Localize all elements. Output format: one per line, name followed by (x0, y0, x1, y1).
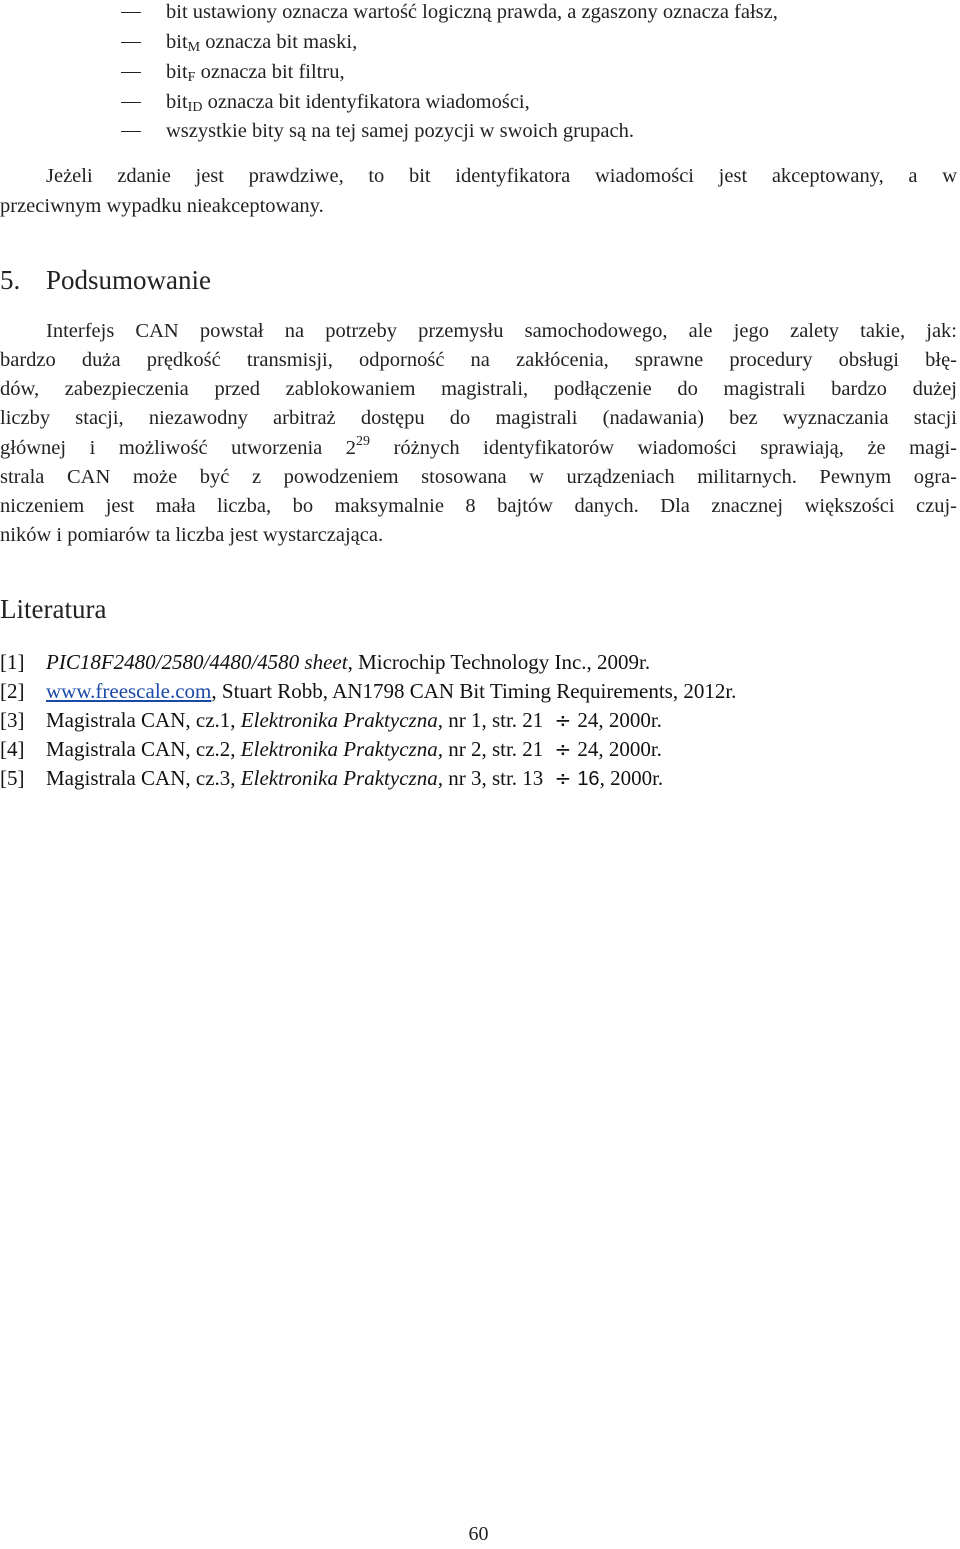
reference-link[interactable]: www.freescale.com (46, 679, 212, 703)
list-item-text: bit ustawiony oznacza wartość logiczną prawda, a zgaszony oznacza fałsz, (166, 1, 778, 23)
paragraph-line: bardzo duża prędkość transmisji, odporność na zakłócenia, sprawne procedury obsługi błę- (0, 349, 957, 371)
list-item-text: wszystkie bity są na tej samej pozycji w swoich grupach. (166, 120, 634, 142)
reference-text: www.freescale.com, Stuart Robb, AN1798 CAN Bit Timing Requirements, 2012r. (46, 679, 737, 703)
dash-bullet (121, 42, 141, 43)
conclusion-line-2: przeciwnym wypadku nieakceptowany. (0, 195, 324, 217)
list-item-text: bit$_F$ oznacza bit filtru, (166, 61, 345, 85)
paragraph-line: Interfejs CAN powstał na potrzeby przemysłu samochodowego, ale jego zalety takie, jak: (46, 320, 957, 342)
subscript: F (187, 70, 196, 85)
paragraph-line: strala CAN może być z powodzeniem stosowana w urządzeniach militarnych. Pewnym ogra- (0, 466, 957, 488)
dash-bullet (121, 72, 141, 73)
literature-heading: Literatura (0, 594, 107, 624)
list-item-text: bit$_{ID}$ oznacza bit identyfikatora wiadomości, (166, 91, 530, 115)
section-heading (0, 263, 211, 297)
division-sign: ÷ (554, 766, 572, 790)
dash-bullet (121, 131, 141, 132)
page-number: 60 (468, 1523, 489, 1545)
division-sign: ÷ (554, 708, 572, 732)
reference-text: Magistrala CAN, cz.1, Elektronika Praktyczna, nr 1, str. 21 ÷ 24, 2000r. (46, 708, 662, 732)
paragraph-line: dów, zabezpieczenia przed zablokowaniem magistrali, podłączenie do magistrali bardzo dużej (0, 378, 957, 400)
paragraph-line: głównej i możliwość utworzenia $2^{29}$ różnych identyfikatorów wiadomości sprawiają, że magi- (0, 434, 957, 459)
subscript: M (187, 40, 201, 55)
section-title: Podsumowanie (46, 265, 211, 295)
division-sign: ÷ (554, 737, 572, 761)
dash-bullet (121, 12, 141, 13)
reference-index: [3] (0, 708, 25, 732)
reference-index: [1] (0, 650, 25, 674)
paragraph-line: ników i pomiarów ta liczba jest wystarczająca. (0, 524, 384, 546)
paragraph-line: liczby stacji, niezawodny arbitraż dostępu do magistrali (nadawania) bez wyznaczania stacji (0, 407, 957, 429)
reference-text: PIC18F2480/2580/4480/4580 sheet, Microchip Technology Inc., 2009r. (46, 650, 651, 674)
reference-text: Magistrala CAN, cz.3, Elektronika Praktyczna, nr 3, str. 13 ÷ 16, 2000r. (46, 766, 664, 790)
subscript: ID (187, 100, 203, 115)
dash-bullet (121, 102, 141, 103)
paragraph-line: niczeniem jest mała liczba, bo maksymalnie 8 bajtów danych. Dla znacznej większości czuj- (0, 495, 957, 517)
list-item-text: bit$_M$ oznacza bit maski, (166, 31, 358, 55)
section-number: 5. (0, 265, 21, 295)
reference-index: [5] (0, 766, 25, 790)
reference-text: Magistrala CAN, cz.2, Elektronika Praktyczna, nr 2, str. 21 ÷ 24, 2000r. (46, 737, 662, 761)
reference-index: [2] (0, 679, 25, 703)
conclusion-line-1: Jeżeli zdanie jest prawdziwe, to bit identyfikatora wiadomości jest akceptowany, a w (46, 165, 957, 187)
reference-index: [4] (0, 737, 25, 761)
superscript: 29 (356, 434, 371, 449)
